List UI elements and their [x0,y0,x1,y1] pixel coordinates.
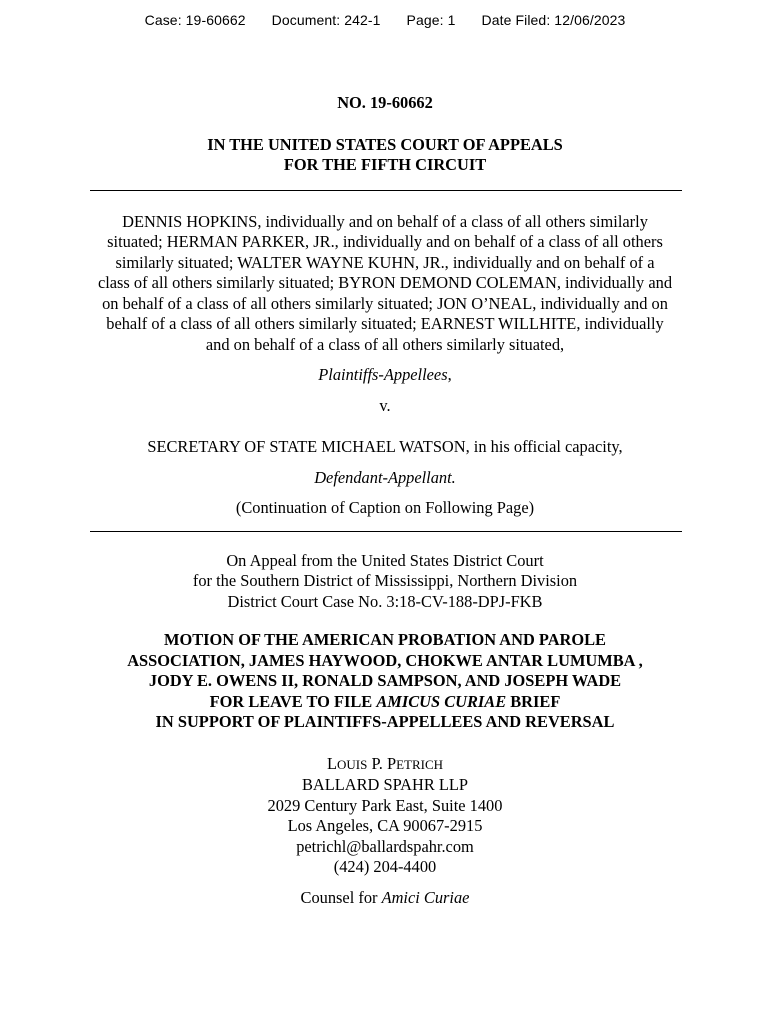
motion-line-5: IN SUPPORT OF PLAINTIFFS-APPELLEES AND REVERSAL [155,712,615,731]
counsel-name-mid: P. [367,753,387,773]
versus: v. [379,395,391,415]
party-line: behalf of a class of all others similarly situated; EARNEST WILLHITE, individually [106,314,664,333]
counsel-role-italic: Amici Curiae [381,887,470,907]
motion-line-4-pre: FOR LEAVE TO FILE [209,691,377,711]
defendant: SECRETARY OF STATE MICHAEL WATSON, in his official capacity, [147,437,623,456]
motion-line-2: ASSOCIATION, JAMES HAYWOOD, CHOKWE ANTAR LUMUMBA , [127,650,643,670]
document-number: Document: 242-1 [271,12,381,28]
case-number: Case: 19-60662 [144,12,246,28]
party-line: DENNIS HOPKINS, individually and on behalf of a class of all others similarly [122,211,648,231]
counsel-phone: (424) 204-4400 [333,857,437,876]
counsel-address-1: 2029 Century Park East, Suite 1400 [267,795,503,815]
party-line: similarly situated; WALTER WAYNE KUHN, JR., individually and on behalf of a [115,252,655,272]
appeal-info [0,551,770,613]
docket-number: NO. 19-60662 [337,93,433,112]
counsel-email: petrichl@ballardspahr.com [296,836,474,856]
appeal-line-2: for the Southern District of Mississippi, Northern Division [192,571,578,590]
court-line-2: FOR THE FIFTH CIRCUIT [283,155,487,174]
plaintiffs-list [65,212,705,356]
party-line: situated; HERMAN PARKER, JR., individually and on behalf of a class of all others [107,232,663,251]
motion-title [0,630,770,733]
counsel-name [0,754,770,776]
appeal-line-1: On Appeal from the United States District Court [226,550,544,570]
motion-line-4-italic: AMICUS CURIAE [376,691,507,711]
party-line: class of all others similarly situated; BYRON DEMOND COLEMAN, individually and [97,273,673,292]
counsel-name-last-rest: ETRICH [396,756,444,772]
counsel-block [0,754,770,878]
plaintiffs-role-label: Plaintiffs-Appellees [318,365,448,384]
motion-line-3: JODY E. OWENS II, RONALD SAMPSON, AND JOSEPH WADE [148,671,622,690]
caption-top-rule [90,190,682,191]
ecf-header [0,12,770,28]
party-line: and on behalf of a class of all others similarly situated, [205,334,565,354]
caption-bottom-rule [90,531,682,532]
defendant-role: Defendant-Appellant. [314,467,456,487]
motion-line-4-post: BRIEF [506,691,561,711]
plaintiffs-role-comma: , [447,365,452,384]
date-filed: Date Filed: 12/06/2023 [481,12,626,28]
counsel-name-last-cap: P [386,753,397,773]
appeal-line-3: District Court Case No. 3:18-CV-188-DPJ-FKB [227,591,543,611]
counsel-name-first-cap: L [326,753,337,773]
document-page [0,93,770,908]
plaintiffs-role [0,365,770,386]
counsel-name-first-rest: OUIS [337,756,368,772]
counsel-firm: BALLARD SPAHR LLP [301,775,469,794]
motion-line-4 [0,692,770,713]
caption-continuation: (Continuation of Caption on Following Page) [235,498,535,517]
party-line: on behalf of a class of all others similarly situated; JON O’NEAL, individually and on [102,293,668,313]
counsel-role-pre: Counsel for [300,887,382,907]
page-number: Page: 1 [406,12,456,28]
court-name [0,135,770,176]
counsel-address-2: Los Angeles, CA 90067-2915 [287,816,483,835]
court-line-1: IN THE UNITED STATES COURT OF APPEALS [207,134,563,154]
motion-line-1: MOTION OF THE AMERICAN PROBATION AND PAROLE [164,630,606,649]
counsel-role [0,888,770,909]
